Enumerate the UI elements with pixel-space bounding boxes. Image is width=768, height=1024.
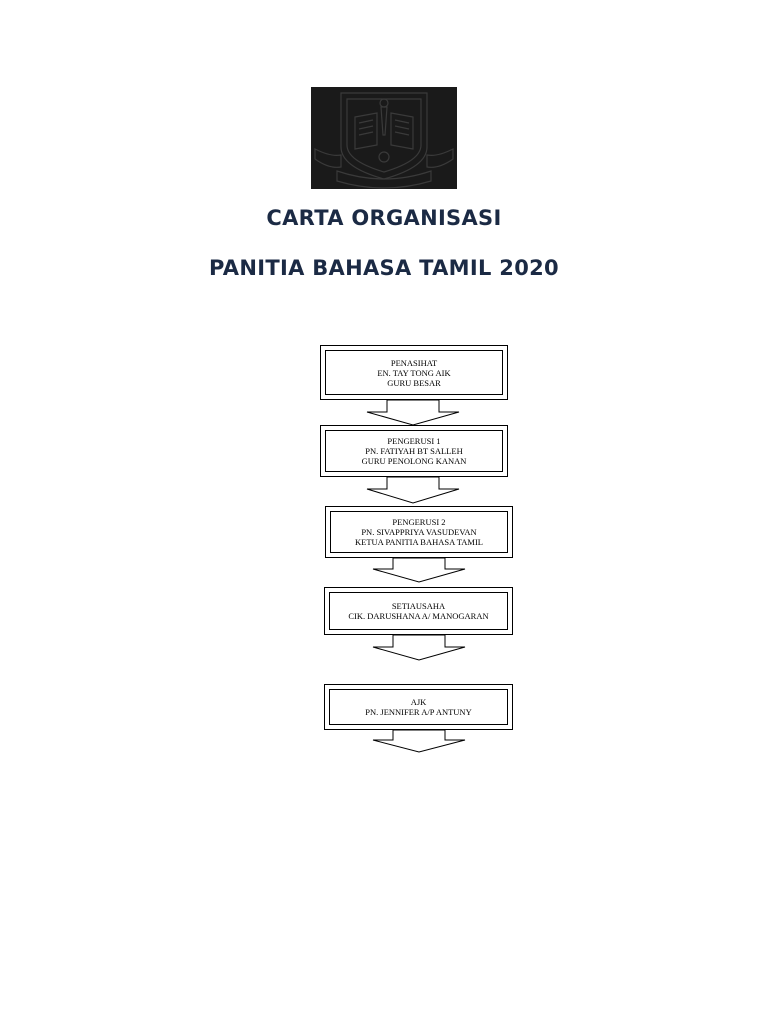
chart-title: CARTA ORGANISASI (266, 206, 502, 230)
node-role-label: PENGERUSI 2 (392, 517, 446, 527)
node-person-name: CIK. DARUSHANA A/ MANOGARAN (348, 611, 489, 621)
node-setiausaha-inner (329, 592, 508, 630)
node-pengerusi-2-inner (330, 511, 508, 553)
node-pengerusi-1-inner (325, 430, 503, 472)
down-arrow-5 (371, 730, 467, 753)
node-penasihat-inner (325, 350, 503, 395)
node-person-name: PN. SIVAPPRIYA VASUDEVAN (361, 527, 477, 537)
node-person-name: PN. JENNIFER A/P ANTUNY (365, 707, 472, 717)
node-role-label: AJK (410, 697, 427, 707)
node-pengerusi-2 (325, 506, 513, 558)
node-penasihat (320, 345, 508, 400)
down-arrow-3 (371, 558, 467, 583)
node-person-name: EN. TAY TONG AIK (377, 367, 451, 378)
node-person-name: PN. FATIYAH BT SALLEH (365, 446, 463, 456)
down-arrow-4 (371, 635, 467, 661)
node-ajk (324, 684, 513, 730)
node-pengerusi-1 (320, 425, 508, 477)
node-role-label: PENGERUSI 1 (387, 436, 441, 446)
node-ajk-inner (329, 689, 508, 725)
school-crest-logo (311, 87, 457, 189)
down-arrow-1 (365, 400, 461, 426)
node-position-label: GURU PENOLONG KANAN (361, 456, 467, 466)
chart-subtitle: PANITIA BAHASA TAMIL 2020 (209, 256, 559, 280)
node-position-label: KETUA PANITIA BAHASA TAMIL (354, 537, 483, 547)
node-role-label: SETIAUSAHA (391, 601, 446, 611)
node-position-label: GURU BESAR (387, 377, 441, 388)
node-role-label: PENASIHAT (390, 357, 438, 368)
down-arrow-2 (365, 477, 461, 504)
node-setiausaha (324, 587, 513, 635)
crest-graphic (311, 87, 457, 189)
